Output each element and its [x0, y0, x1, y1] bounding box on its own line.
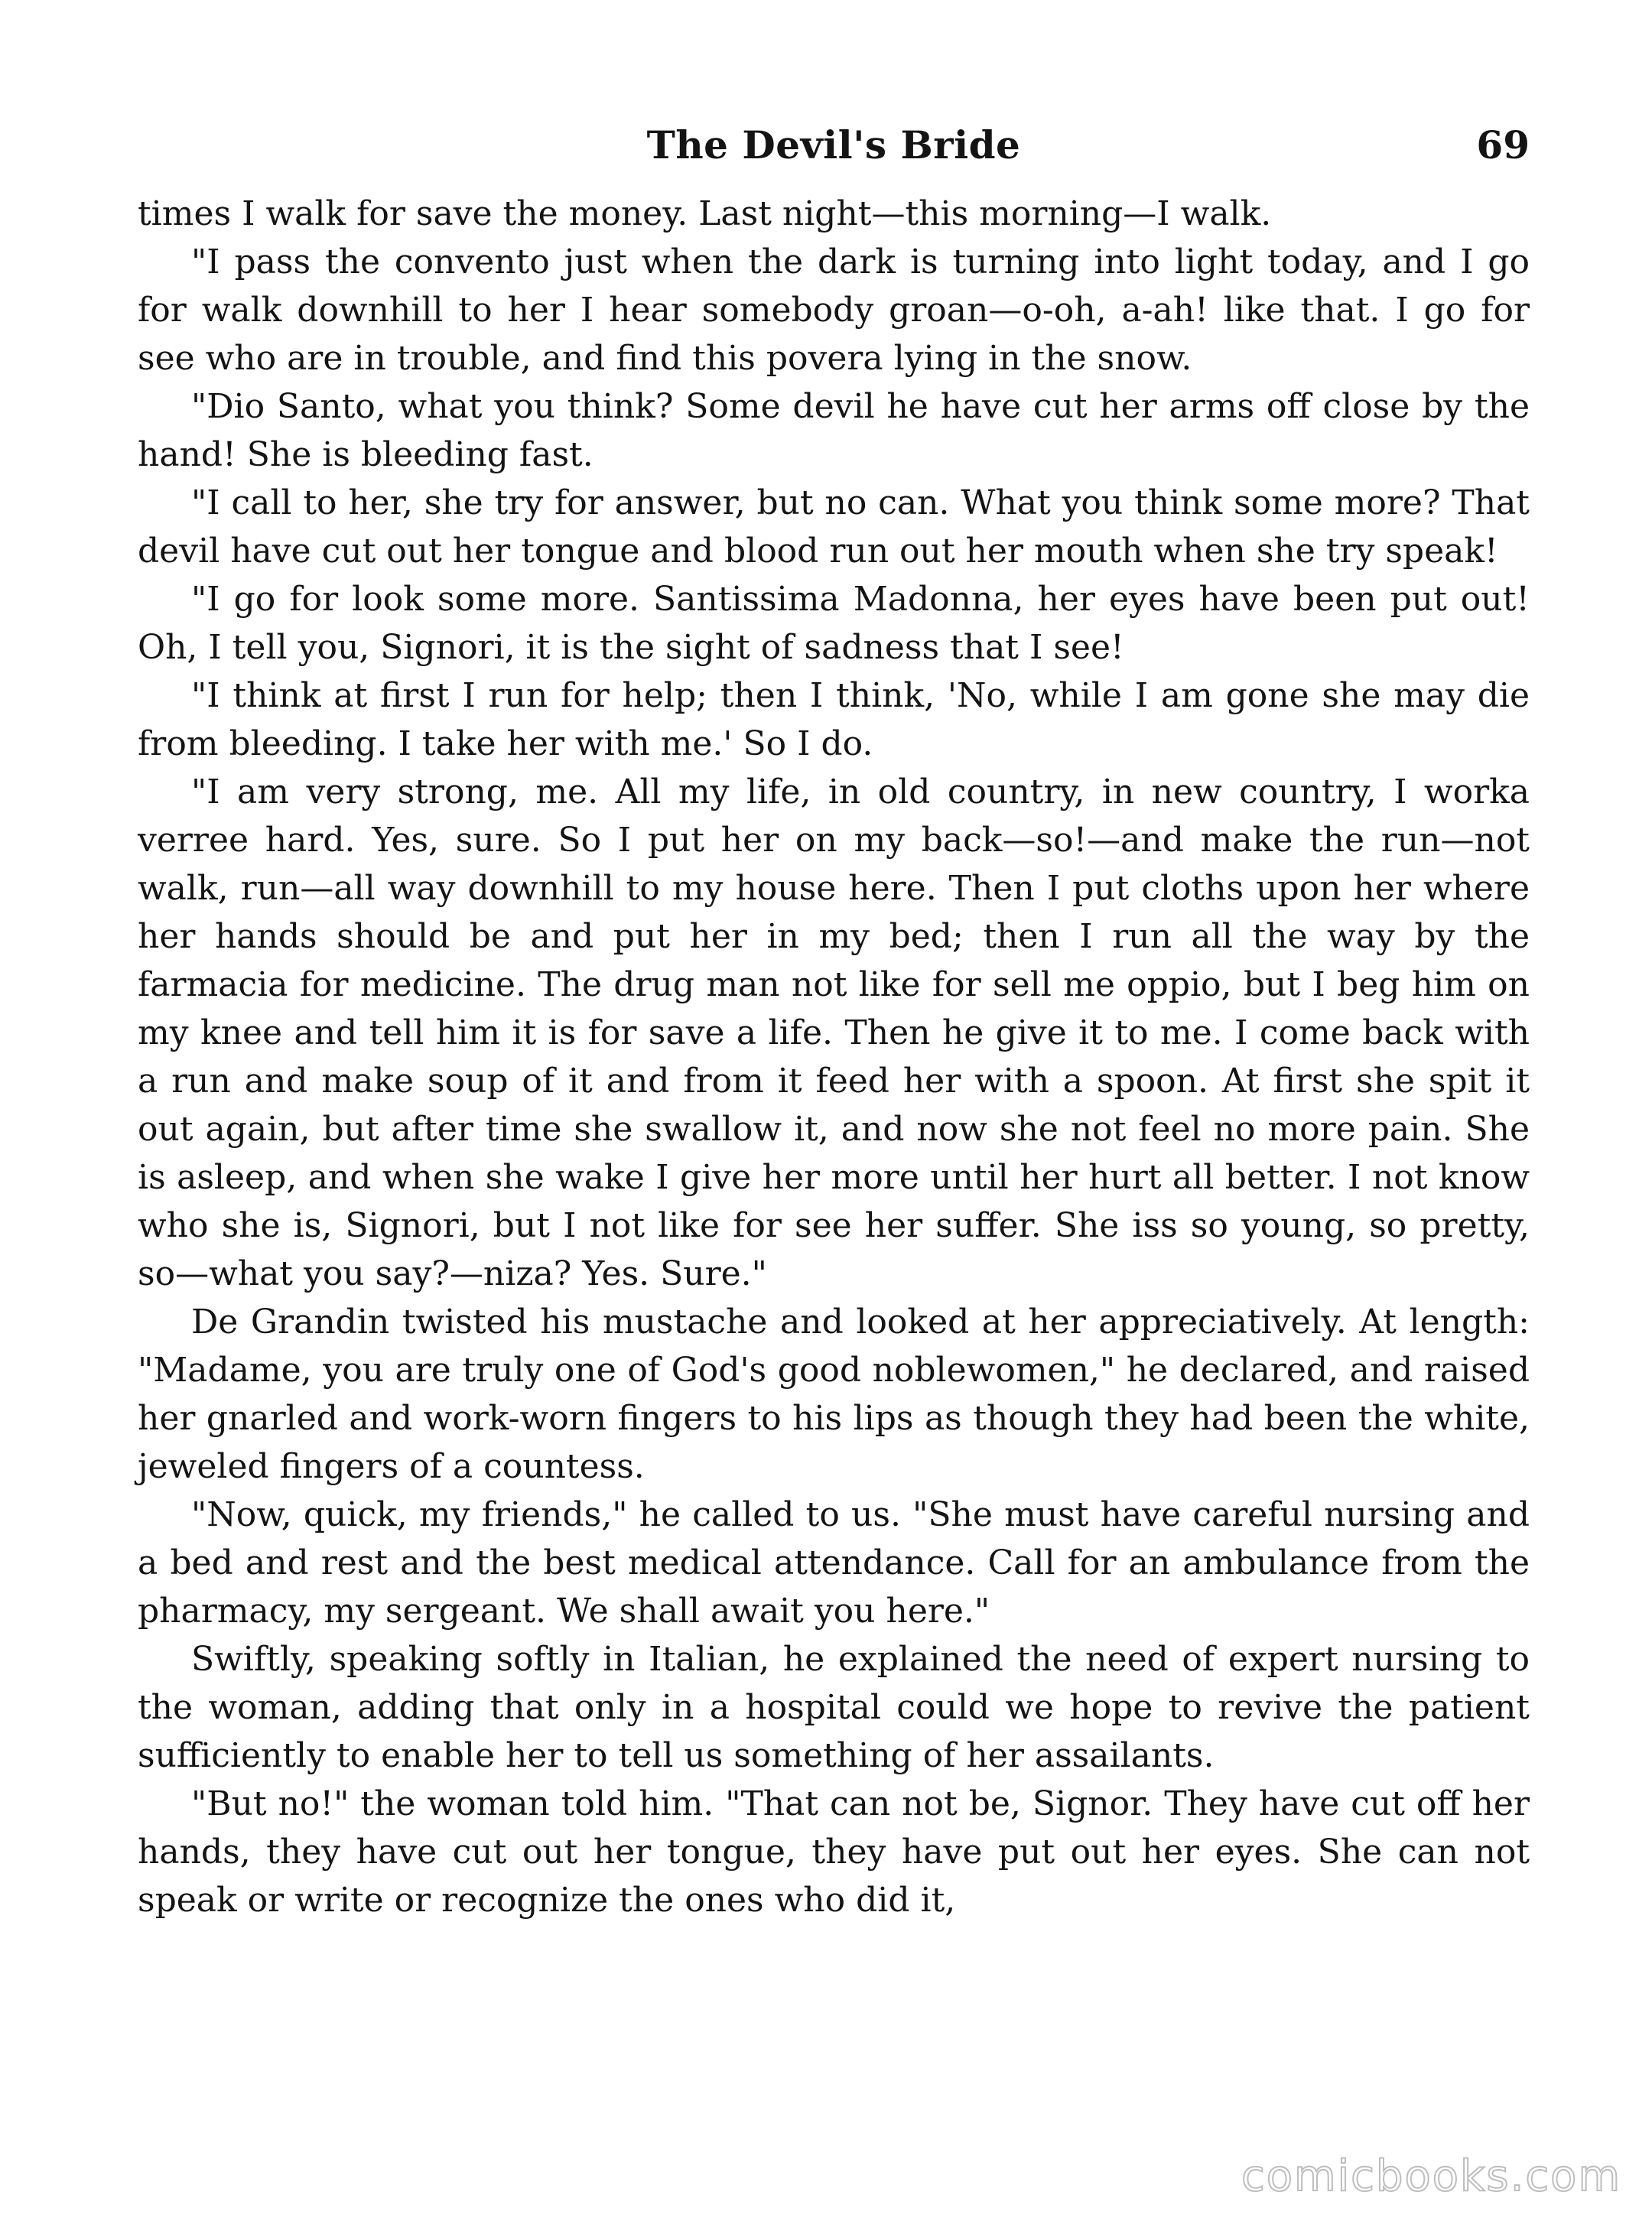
- paragraph: "I pass the convento just when the dark is turning into light today, and I go for walk downhill to her I hear somebody groan—o-oh, a-ah! like that. I go for see who are in trouble, and find this povera lying in the snow.: [138, 242, 1530, 378]
- paragraph: "I call to her, she try for answer, but no can. What you think some more? That devil have cut out her tongue and blood run out her mouth when she try speak!: [138, 483, 1530, 571]
- running-title: The Devil's Bride: [646, 122, 1021, 167]
- paragraph: "But no!" the woman told him. "That can not be, Signor. They have cut off her hands, they have cut out her tongue, they have put out her eyes. She can not speak or write or recognize the ones who did it,: [138, 1784, 1530, 1920]
- paragraph: "I go for look some more. Santissima Madonna, her eyes have been put out! Oh, I tell you, Signori, it is the sight of sadness that I see!: [138, 580, 1530, 667]
- paragraph: times I walk for save the money. Last night—this morning—I walk.: [138, 194, 1272, 233]
- watermark: comicbooks.com: [1241, 2151, 1621, 2201]
- paragraph: "Dio Santo, what you think? Some devil he have cut her arms off close by the hand! She is bleeding fast.: [138, 387, 1530, 474]
- paragraph: "Now, quick, my friends," he called to us. "She must have careful nursing and a bed and rest and the best medical attendance. Call for an ambulance from the pharmacy, my sergeant. We shall await you here.": [138, 1495, 1530, 1631]
- paragraph: "I am very strong, me. All my life, in old country, in new country, I worka verree hard. Yes, sure. So I put her on my back—so!—and make the run—not walk, run—all way downhill to my house here. Then I put cloths upon her where her hands should be and put her in my bed; then I run all the way by the farmacia for medicine. The drug man not like for sell me oppio, but I beg him on my knee and tell him it is for save a life. Then he give it to me. I come back with a run and make soup of it and from it feed her with a spoon. At first she spit it out again, but after time she swallow it, and now she not feel no more pain. She is asleep, and when she wake I give her more until her hurt all better. I not know who she is, Signori, but I not like for see her suffer. She iss so young, so pretty, so—what you say?—niza? Yes. Sure.": [138, 772, 1530, 1293]
- running-head: [138, 122, 1530, 184]
- paragraph: "I think at first I run for help; then I think, 'No, while I am gone she may die from bleeding. I take her with me.' So I do.: [138, 676, 1530, 763]
- book-page: [138, 122, 1530, 1924]
- paragraph: De Grandin twisted his mustache and looked at her appreciatively. At length: "Madame, you are truly one of God's good noblewomen," he declared, and raised her gnarled and work-worn fingers to his lips as though they had been the white, jeweled fingers of a countess.: [138, 1303, 1530, 1486]
- paragraph: Swiftly, speaking softly in Italian, he explained the need of expert nursing to the woman, adding that only in a hospital could we hope to revive the patient sufficiently to enable her to tell us something of her assailants.: [138, 1640, 1530, 1775]
- body-text: [138, 190, 1530, 1924]
- page-number: 69: [1476, 122, 1530, 167]
